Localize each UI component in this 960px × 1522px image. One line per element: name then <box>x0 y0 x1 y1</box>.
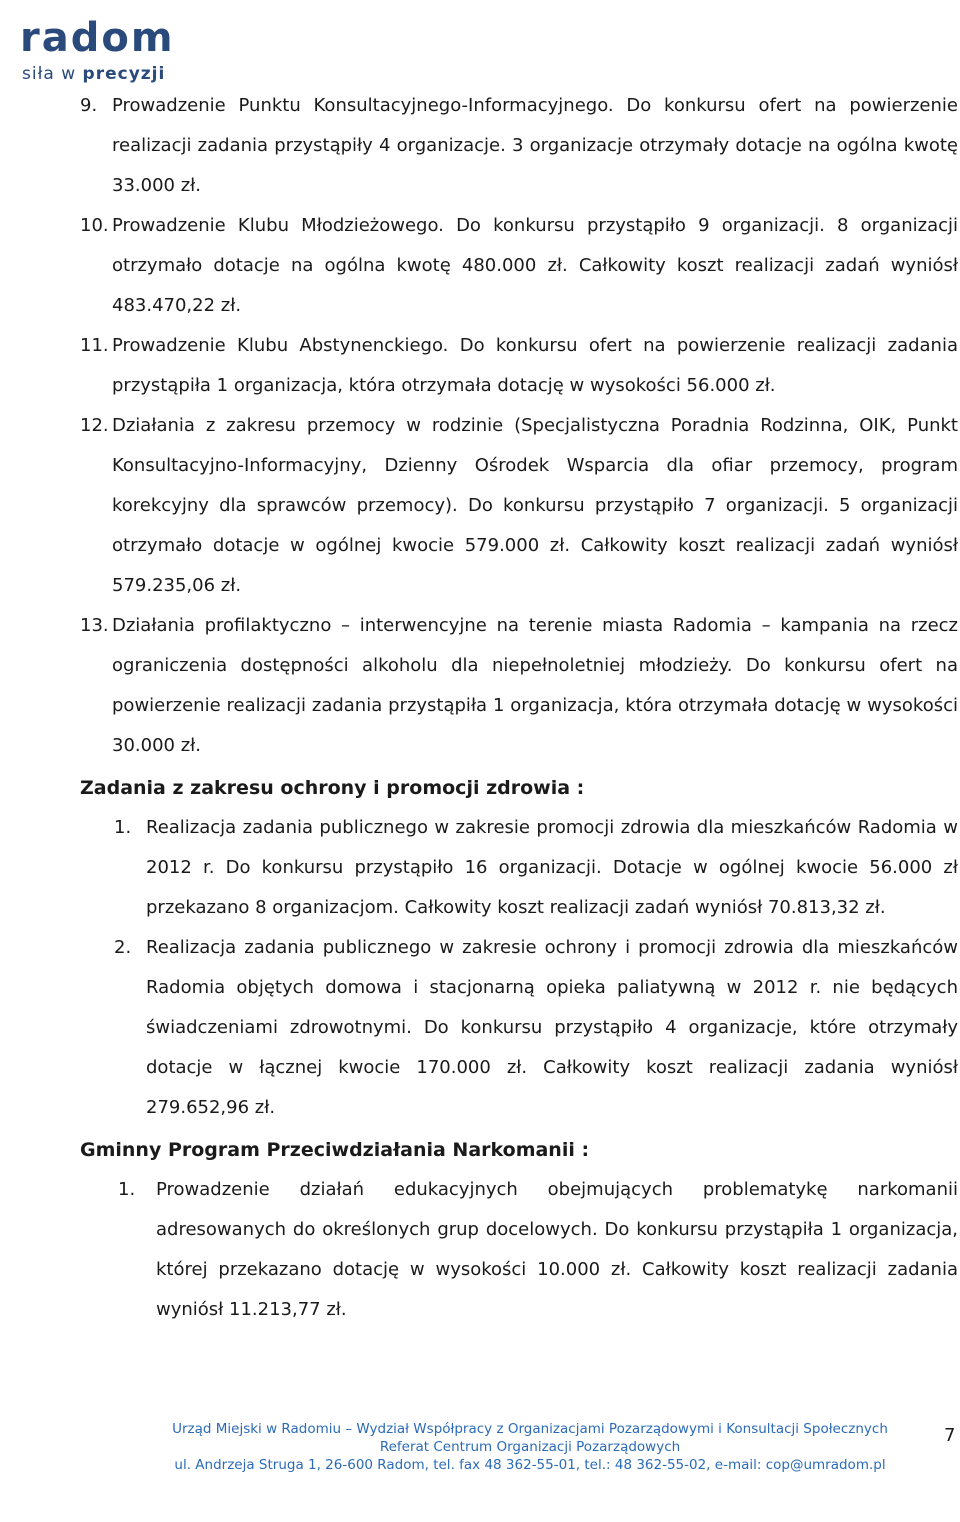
item-text: Realizacja zadania publicznego w zakresie ochrony i promocji zdrowia dla mieszkańców Radomia objętych domowa i stacjonarną opieka paliatywną w 2012 r. nie będących świadczeniami zdrowotnymi. Do konkursu przystąpiło 4 organizacje, które otrzymały dotacje w łącznej kwocie 170.000 zł. Całkowity koszt realizacji zadania wyniósł 279.652,96 zł. <box>146 937 958 1118</box>
logo-tagline <box>22 64 165 84</box>
item-text: Prowadzenie Klubu Młodzieżowego. Do konkursu przystąpiło 9 organizacji. 8 organizacji otrzymało dotacje na ogólna kwotę 480.000 zł. Całkowity koszt realizacji zadań wyniósł 483.470,22 zł. <box>112 215 958 316</box>
item-number: 10. <box>80 215 109 236</box>
item-text: Działania z zakresu przemocy w rodzinie (Specjalistyczna Poradnia Rodzinna, OIK, Punkt Konsultacyjno-Informacyjny, Dzienny Ośrodek Wsparcia dla ofiar przemocy, program korekcyjny dla sprawców przemocy). Do konkursu przystąpiło 7 organizacji. 5 organizacji otrzymało dotacje w ogólnej kwocie 579.000 zł. Całkowity koszt realizacji zadań wyniósł 579.235,06 zł. <box>112 415 958 596</box>
logo-tagline-regular: siła w <box>22 64 83 84</box>
item-number: 12. <box>80 415 109 436</box>
item-number: 9. <box>80 95 98 116</box>
section-heading-health: Zadania z zakresu ochrony i promocji zdrowia : <box>80 777 585 799</box>
footer-line-department: Referat Centrum Organizacji Pozarządowych <box>379 1439 681 1455</box>
item-text: Realizacja zadania publicznego w zakresie promocji zdrowia dla mieszkańców Radomia w 2012 r. Do konkursu przystąpiło 16 organizacji. Dotacje w ogólnej kwocie 56.000 zł przekazano 8 organizacjom. Całkowity koszt realizacji zadań wyniósł 70.813,32 zł. <box>146 817 958 918</box>
item-text: Prowadzenie Punktu Konsultacyjnego-Informacyjnego. Do konkursu ofert na powierzenie realizacji zadania przystąpiły 4 organizacje. 3 organizacje otrzymały dotacje na ogólna kwotę 33.000 zł. <box>112 95 958 196</box>
page-footer <box>150 1420 910 1474</box>
item-text: Działania profilaktyczno – interwencyjne na terenie miasta Radomia – kampania na rzecz ograniczenia dostępności alkoholu dla niepełnoletniej młodzieży. Do konkursu ofert na powierzenie realizacji zadania przystąpiła 1 organizacja, która otrzymała dotację w wysokości 30.000 zł. <box>112 615 958 756</box>
page-number: 7 <box>944 1425 956 1446</box>
item-number: 11. <box>80 335 109 356</box>
section-heading-drugs: Gminny Program Przeciwdziałania Narkomanii : <box>80 1139 590 1161</box>
list-item <box>80 326 958 406</box>
document-body <box>80 86 958 1330</box>
list-item <box>80 606 958 766</box>
list-item <box>80 86 958 206</box>
list-item <box>80 928 958 1128</box>
item-number: 1. <box>118 1179 136 1200</box>
list-item <box>80 406 958 606</box>
item-text: Prowadzenie działań edukacyjnych obejmujących problematykę narkomanii adresowanych do określonych grup docelowych. Do konkursu przystąpiła 1 organizacja, której przekazano dotację w wysokości 10.000 zł. Całkowity koszt realizacji zadania wyniósł 11.213,77 zł. <box>156 1179 958 1320</box>
radom-logo <box>20 15 220 84</box>
logo-wordmark: radom <box>20 15 175 61</box>
logo-tagline-bold: precyzji <box>82 64 166 84</box>
item-number: 13. <box>80 615 109 636</box>
list-item <box>80 206 958 326</box>
item-number: 1. <box>114 817 132 838</box>
list-item <box>80 808 958 928</box>
list-item <box>80 1170 958 1330</box>
footer-line-contact: ul. Andrzeja Struga 1, 26-600 Radom, tel. fax 48 362-55-01, tel.: 48 362-55-02, e-mail: cop@umradom.pl <box>174 1457 886 1473</box>
item-text: Prowadzenie Klubu Abstynenckiego. Do konkursu ofert na powierzenie realizacji zadania przystąpiła 1 organizacja, która otrzymała dotację w wysokości 56.000 zł. <box>112 335 958 396</box>
item-number: 2. <box>114 937 132 958</box>
footer-line-office: Urząd Miejski w Radomiu – Wydział Współpracy z Organizacjami Pozarządowymi i Konsultacji Społecznych <box>172 1421 888 1437</box>
